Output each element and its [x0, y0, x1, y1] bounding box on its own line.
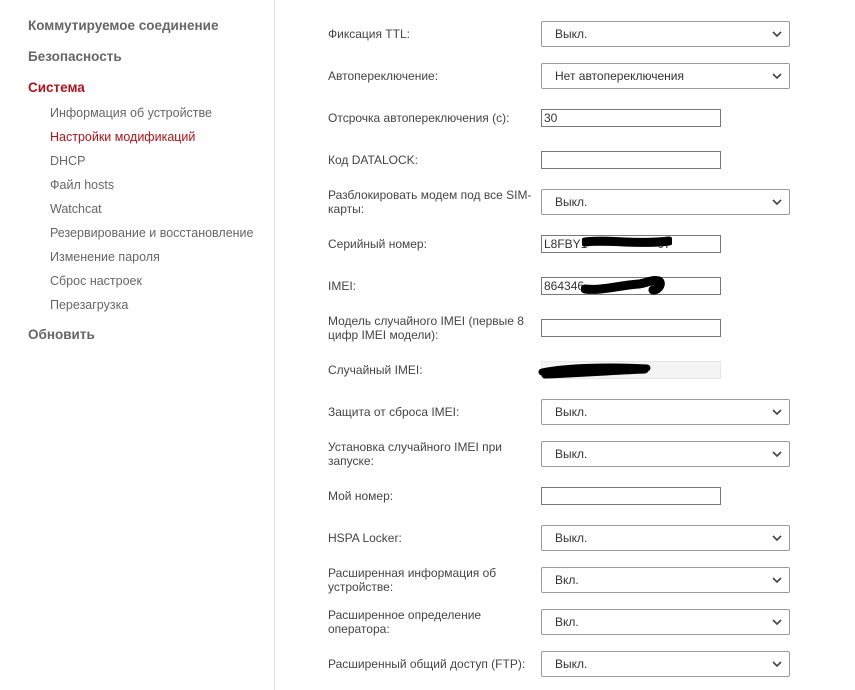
sidebar-item-update[interactable]: Обновить — [28, 327, 95, 342]
imei-reset-protect-value: Выкл. — [555, 405, 588, 419]
sidebar-sub-watchcat[interactable]: Watchcat — [50, 202, 102, 216]
chevron-down-icon — [771, 652, 783, 676]
serial-value: L8FBY1 — [544, 237, 588, 251]
imei-input[interactable] — [541, 277, 721, 295]
my-number-label: Мой номер: — [328, 489, 394, 503]
unlock-sim-label: Разблокировать модем под все SIM-карты: — [328, 188, 532, 216]
autoswitch-delay-input[interactable]: 30 — [541, 109, 721, 127]
ext-operator-value: Вкл. — [555, 615, 579, 629]
chevron-down-icon — [771, 610, 783, 634]
datalock-label: Код DATALOCK: — [328, 153, 418, 167]
serial-tail: 07 — [657, 237, 671, 251]
random-imei-boot-value: Выкл. — [555, 447, 588, 461]
serial-input[interactable] — [541, 235, 721, 253]
random-imei-input — [541, 361, 721, 379]
sidebar-item-security[interactable]: Безопасность — [28, 49, 122, 64]
unlock-sim-select[interactable] — [541, 189, 790, 215]
sidebar-sub-reboot[interactable]: Перезагрузка — [50, 298, 129, 312]
ext-ftp-label: Расширенный общий доступ (FTP): — [328, 657, 526, 671]
autoswitch-label: Автопереключение: — [328, 69, 439, 83]
ext-operator-select[interactable] — [541, 609, 790, 635]
chevron-down-icon — [771, 442, 783, 466]
hspa-locker-label: HSPA Locker: — [328, 531, 402, 545]
ext-ftp-select[interactable] — [541, 651, 790, 677]
imei-reset-protect-select[interactable] — [541, 399, 790, 425]
my-number-input[interactable] — [541, 487, 721, 505]
ttl-label: Фиксация TTL: — [328, 27, 410, 41]
ext-device-info-value: Вкл. — [555, 573, 579, 587]
ext-device-info-label: Расширенная информация об устройстве: — [328, 566, 497, 594]
random-imei-boot-label: Установка случайного IMEI при запуске: — [328, 440, 502, 468]
chevron-down-icon — [771, 526, 783, 550]
sidebar-sub-mod-settings[interactable]: Настройки модификаций — [50, 130, 196, 144]
random-imei-model-label: Модель случайного IMEI (первые 8 цифр IMEI модели): — [328, 314, 524, 342]
ext-operator-label: Расширенное определение оператора: — [328, 608, 482, 636]
sidebar-sub-reset[interactable]: Сброс настроек — [50, 274, 142, 288]
sidebar-sub-dhcp[interactable]: DHCP — [50, 154, 86, 168]
autoswitch-delay-label: Отсрочка автопереключения (с): — [328, 111, 510, 125]
random-imei-model-input[interactable] — [541, 319, 721, 337]
chevron-down-icon — [771, 568, 783, 592]
ext-device-info-select[interactable] — [541, 567, 790, 593]
autoswitch-value: Нет автопереключения — [555, 69, 684, 83]
chevron-down-icon — [771, 400, 783, 424]
random-imei-boot-select[interactable] — [541, 441, 790, 467]
sidebar-item-system[interactable]: Система — [28, 80, 85, 95]
sidebar-sub-password[interactable]: Изменение пароля — [50, 250, 160, 264]
sidebar-sub-backup[interactable]: Резервирование и восстановление — [50, 226, 254, 240]
sidebar-sub-device-info[interactable]: Информация об устройстве — [50, 106, 212, 120]
autoswitch-select[interactable] — [541, 63, 790, 89]
hspa-locker-select[interactable] — [541, 525, 790, 551]
imei-tail: 3 — [656, 279, 663, 293]
sidebar-sub-hosts[interactable]: Файл hosts — [50, 178, 115, 192]
ext-ftp-value: Выкл. — [555, 657, 588, 671]
chevron-down-icon — [771, 190, 783, 214]
unlock-sim-value: Выкл. — [555, 195, 588, 209]
chevron-down-icon — [771, 64, 783, 88]
datalock-input[interactable] — [541, 151, 721, 169]
random-imei-label: Случайный IMEI: — [328, 363, 423, 377]
serial-label: Серийный номер: — [328, 237, 427, 251]
imei-reset-protect-label: Защита от сброса IMEI: — [328, 405, 460, 419]
sidebar-item-dialup[interactable]: Коммутируемое соединение — [28, 18, 219, 33]
chevron-down-icon — [771, 22, 783, 46]
imei-value: 864346 — [544, 279, 585, 293]
ttl-select[interactable] — [541, 21, 790, 47]
settings-form — [276, 0, 855, 690]
imei-label: IMEI: — [328, 279, 357, 293]
hspa-locker-value: Выкл. — [555, 531, 588, 545]
sidebar — [0, 0, 275, 690]
ttl-value: Выкл. — [555, 27, 588, 41]
